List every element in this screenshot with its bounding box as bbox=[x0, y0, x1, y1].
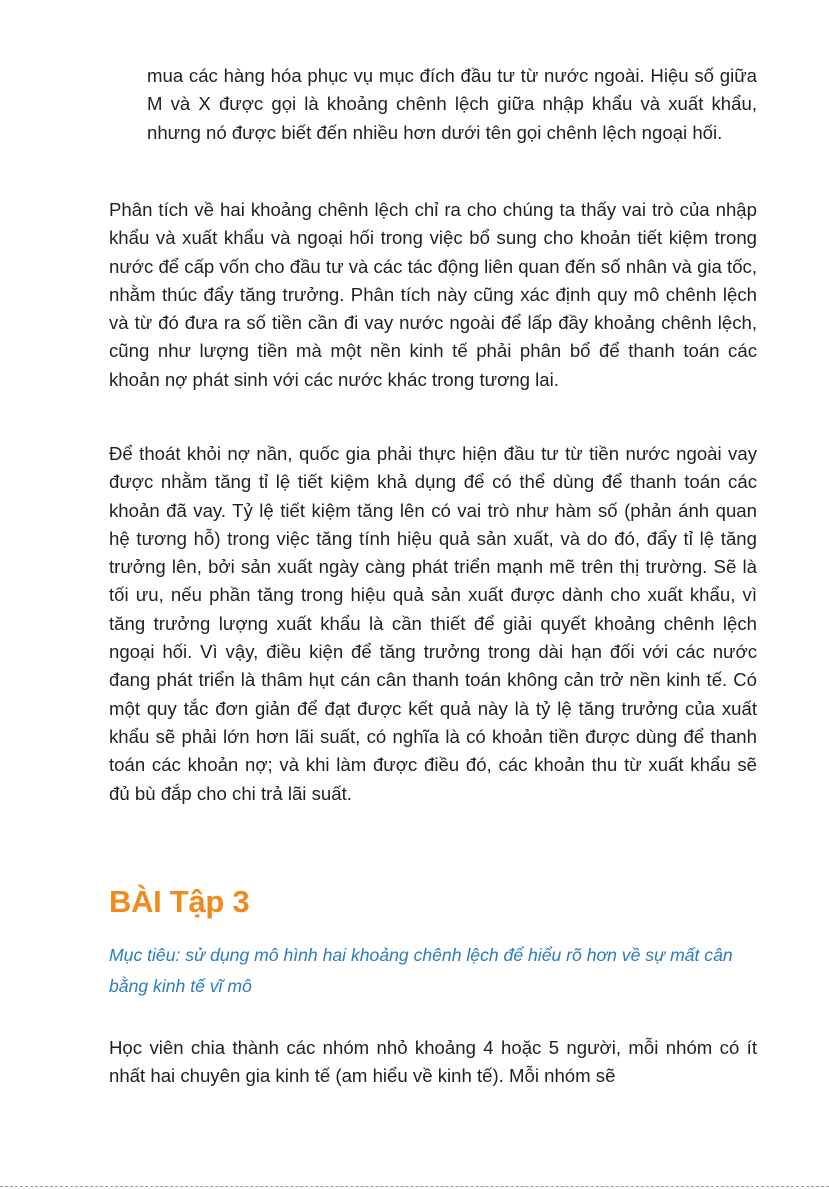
page-bottom-divider bbox=[0, 1186, 829, 1187]
body-paragraph-two-gap-analysis: Phân tích về hai khoảng chênh lệch chỉ ra cho chúng ta thấy vai trò của nhập khẩu và xuất khẩu và ngoại hối trong việc bổ sung cho khoản tiết kiệm trong nước để cấp vốn cho đầu tư và các tác động liên quan đến số nhân và gia tốc, nhằm thúc đẩy tăng trưởng. Phân tích này cũng xác định quy mô chênh lệch và từ đó đưa ra số tiền cần đi vay nước ngoài để lấp đầy khoảng chênh lệch, cũng như lượng tiền mà một nền kinh tế phải phân bổ để thanh toán các khoản nợ phát sinh với các nước khác trong tương lai. bbox=[109, 199, 758, 390]
body-paragraph-continued: mua các hàng hóa phục vụ mục đích đầu tư từ nước ngoài. Hiệu số giữa M và X được gọi là khoảng chênh lệch giữa nhập khẩu và xuất khẩu, nhưng nó được biết đến nhiều hơn dưới tên gọi chênh lệch ngoại hối. bbox=[147, 65, 757, 143]
exercise-heading: BÀI Tập 3 bbox=[109, 884, 250, 919]
exercise-objective: Mục tiêu: sử dụng mô hình hai khoảng chênh lệch để hiểu rõ hơn về sự mất cân bằng kinh tế vĩ mô bbox=[109, 945, 733, 996]
body-paragraph-exercise-instructions: Học viên chia thành các nhóm nhỏ khoảng 4 hoặc 5 người, mỗi nhóm có ít nhất hai chuyên gia kinh tế (am hiểu về kinh tế). Mỗi nhóm sẽ bbox=[109, 1037, 757, 1087]
body-paragraph-debt-escape: Để thoát khỏi nợ nần, quốc gia phải thực hiện đầu tư từ tiền nước ngoài vay được nhằm tăng tỉ lệ tiết kiệm khả dụng để có thể dùng để thanh toán các khoản đã vay. Tỷ lệ tiết kiệm tăng lên có vai trò như hàm số (phản ánh quan hệ tương hỗ) trong việc tăng tính hiệu quả sản xuất, và do đó, đẩy tỉ lệ tăng trưởng lên, bởi sản xuất ngày càng phát triển mạnh mẽ trên thị trường. Sẽ là tối ưu, nếu phần tăng trong hiệu quả sản xuất được dành cho xuất khẩu, vì tăng trưởng lượng xuất khẩu là cần thiết để giải quyết khoảng chênh lệch ngoại hối. Vì vậy, điều kiện để tăng trưởng trong dài hạn đối với các nước đang phát triển là thâm hụt cán cân thanh toán không cản trở nền kinh tế. Có một quy tắc đơn giản để đạt được kết quả này là tỷ lệ tăng trưởng của xuất khẩu sẽ phải lớn hơn lãi suất, có nghĩa là có khoản tiền được dùng để thanh toán các khoản nợ; và khi làm được điều đó, các khoản thu từ xuất khẩu sẽ đủ bù đắp cho chi trả lãi suất. bbox=[109, 443, 757, 804]
